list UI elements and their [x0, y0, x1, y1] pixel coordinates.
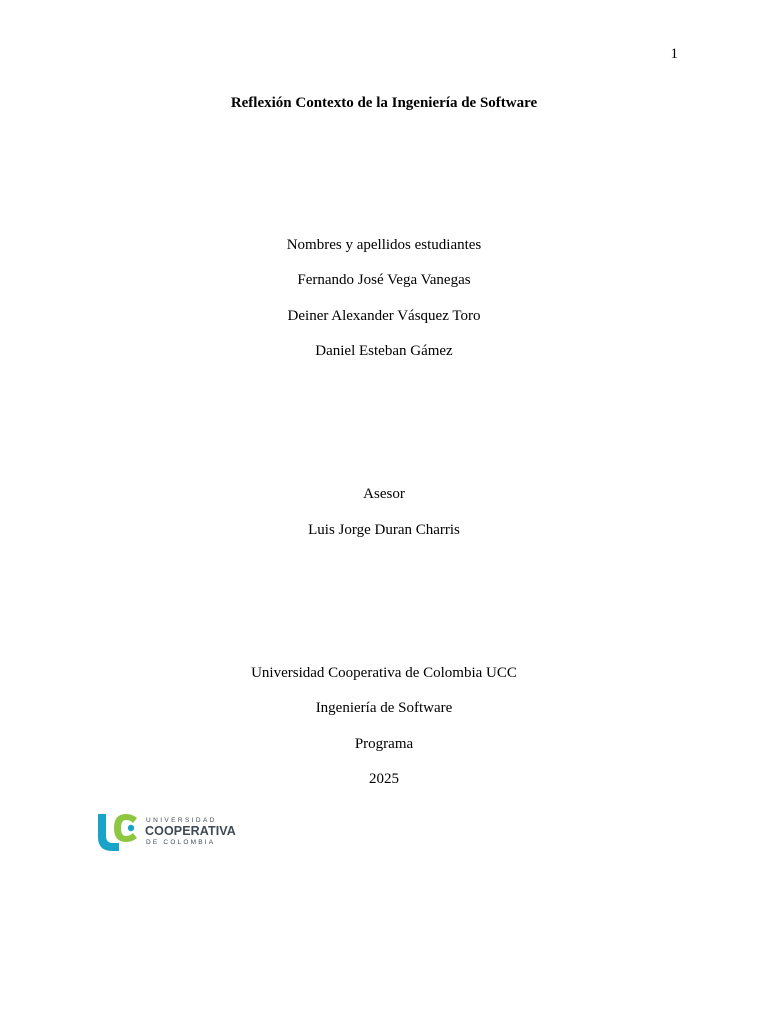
student-name: Daniel Esteban Gámez — [315, 343, 453, 359]
student-name: Fernando José Vega Vanegas — [297, 272, 471, 288]
advisor-name: Luis Jorge Duran Charris — [308, 522, 460, 538]
university-logo — [97, 812, 237, 852]
university-name: Universidad Cooperativa de Colombia UCC — [251, 665, 517, 681]
document-year: 2025 — [369, 771, 399, 787]
program-name: Ingeniería de Software — [315, 700, 453, 716]
page-number: 1 — [670, 46, 678, 62]
students-heading: Nombres y apellidos estudiantes — [286, 237, 482, 253]
logo-line-cooperativa: COOPERATIVA — [145, 824, 236, 838]
advisor-heading: Asesor — [363, 486, 405, 502]
ucc-logo-mark-icon — [97, 812, 143, 852]
logo-line-universidad: UNIVERSIDAD — [146, 817, 217, 824]
student-name: Deiner Alexander Vásquez Toro — [287, 308, 481, 324]
document-title: Reflexión Contexto de la Ingeniería de Software — [230, 95, 538, 111]
program-label: Programa — [354, 736, 414, 752]
logo-line-colombia: DE COLOMBIA — [146, 839, 216, 846]
